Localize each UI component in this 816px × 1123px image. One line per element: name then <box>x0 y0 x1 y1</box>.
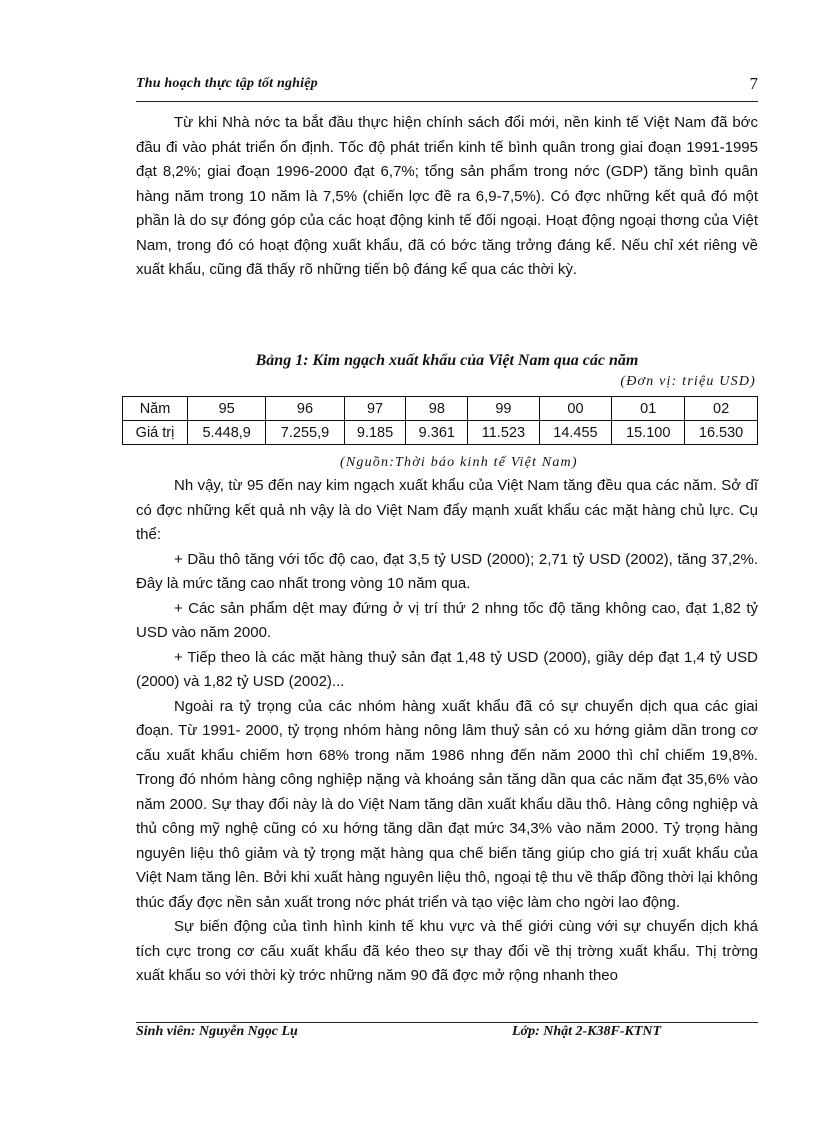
page-number: 7 <box>749 74 758 93</box>
table-cell-value: 9.361 <box>406 421 468 445</box>
paragraph-4: Sự biến động của tình hình kinh tế khu vực và thế giới cùng với sự chuyển dịch khá tích cực trong cơ cấu xuất khẩu đã kéo theo sự thay đổi về thị trờng xuất khẩu. Thị trờng xuất khẩu so với thời kỳ trớc những năm 90 đã đợc mở rộng nhanh theo <box>136 918 758 984</box>
paragraph-2: Nh vậy, từ 95 đến nay kim ngạch xuất khẩu của Việt Nam tăng đều qua các năm. Sở dĩ có đợc những kết quả nh vậy là do Việt Nam đẩy mạnh xuất khẩu các mặt hàng chủ lực. Cụ thể: <box>136 477 758 543</box>
table-cell-value: 15.100 <box>612 421 685 445</box>
page-header <box>136 72 758 100</box>
table-cell-value: 7.255,9 <box>266 421 344 445</box>
table-row-values <box>123 421 758 445</box>
intro-paragraph: Từ khi Nhà nớc ta bắt đầu thực hiện chính sách đổi mới, nền kinh tế Việt Nam đã bớc đầu đi vào phát triển ổn định. Tốc độ phát triển kinh tế bình quân trong giai đoạn 1991-1995 đạt 8,2%; giai đoạn 1996-2000 đạt 6,7%; tổng sản phẩm trong nớc (GDP) tăng bình quân hàng năm trong 10 năm là 7,5% (chiến lợc đề ra 6,9-7,5%). Có đợc những kết quả đó một phần là do sự đóng góp của các hoạt động kinh tế đối ngoại. Hoạt động ngoại thơng của Việt Nam, trong đó có hoạt động xuất khẩu, đã có bớc tăng trởng đáng kể. Nếu chỉ xét riêng về xuất khẩu, cũng đã thấy rõ những tiến bộ đáng kể qua các thời kỳ. <box>136 114 758 278</box>
table-source-note: (Nguồn:Thời báo kinh tế Việt Nam) <box>340 455 578 470</box>
bullet-item: + Dầu thô tăng với tốc độ cao, đạt 3,5 tỷ USD (2000); 2,71 tỷ USD (2002), tăng 37,2%. Đây là mức tăng cao nhất trong vòng 10 năm qua. <box>136 550 758 592</box>
table-cell-value: 16.530 <box>685 421 758 445</box>
table-cell-year: 96 <box>266 397 344 421</box>
bullet-item: + Các sản phẩm dệt may đứng ở vị trí thứ 2 nhng tốc độ tăng không cao, đạt 1,82 tỷ USD vào năm 2000. <box>136 599 758 641</box>
table-title: Bảng 1: Kim ngạch xuất khẩu của Việt Nam qua các năm <box>255 352 639 369</box>
table-cell-value: 14.455 <box>539 421 612 445</box>
main-section <box>136 474 758 989</box>
table-cell-year: 95 <box>188 397 266 421</box>
table-cell-year: 01 <box>612 397 685 421</box>
table-row-years <box>123 397 758 421</box>
export-table <box>122 396 758 445</box>
footer-class: Lớp: Nhật 2-K38F-KTNT <box>512 1024 662 1039</box>
paragraph-3: Ngoài ra tỷ trọng của các nhóm hàng xuất khẩu đã có sự chuyển dịch qua các giai đoạn. Từ 1991- 2000, tỷ trọng nhóm hàng nông lâm thuỷ sản có xu hớng giảm dần trong cơ cấu xuất khẩu chiếm hơn 68% trong năm 1986 nhng đến năm 2000 thì chỉ chiếm 19,8%. Trong đó nhóm hàng công nghiệp nặng và khoáng sản tăng dần qua các năm đạt 35,6% vào năm 2000. Sự thay đổi này là do Việt Nam tăng dần xuất khẩu dầu thô. Hàng công nghiệp và thủ công mỹ nghệ cũng có xu hớng tăng dần đạt mức 34,3% vào năm 2000. Tỷ trọng hàng nguyên liệu thô giảm và tỷ trọng mặt hàng qua chế biến tăng giúp cho giá trị xuất khẩu của Việt Nam tăng lên. Bởi khi xuất hàng nguyên liệu thô, ngoại tệ thu về thấp đồng thời lại không thúc đẩy đợc nền sản xuất trong nớc phát triển và tạo việc làm cho ngời lao động. <box>136 697 758 911</box>
table-unit-note: (Đơn vị: triệu USD) <box>620 374 756 389</box>
table-cell-year: 98 <box>406 397 468 421</box>
header-divider <box>136 101 758 102</box>
footer-divider <box>136 1022 758 1023</box>
table-cell-year: 99 <box>468 397 539 421</box>
header-title: Thu hoạch thực tập tốt nghiệp <box>136 76 318 91</box>
table-cell-value: 9.185 <box>344 421 406 445</box>
bullet-item: + Tiếp theo là các mặt hàng thuỷ sản đạt 1,48 tỷ USD (2000), giầy dép đạt 1,4 tỷ USD (2000) và 1,82 tỷ USD (2002)... <box>136 648 758 690</box>
table-cell-value: 11.523 <box>468 421 539 445</box>
table-header-value-label: Giá trị <box>123 421 188 445</box>
footer-student: Sinh viên: Nguyễn Ngọc Lụ <box>136 1024 298 1039</box>
table-cell-value: 5.448,9 <box>188 421 266 445</box>
table-cell-year: 02 <box>685 397 758 421</box>
table-header-year-label: Năm <box>123 397 188 421</box>
intro-section <box>136 111 758 283</box>
table-cell-year: 97 <box>344 397 406 421</box>
table-cell-year: 00 <box>539 397 612 421</box>
